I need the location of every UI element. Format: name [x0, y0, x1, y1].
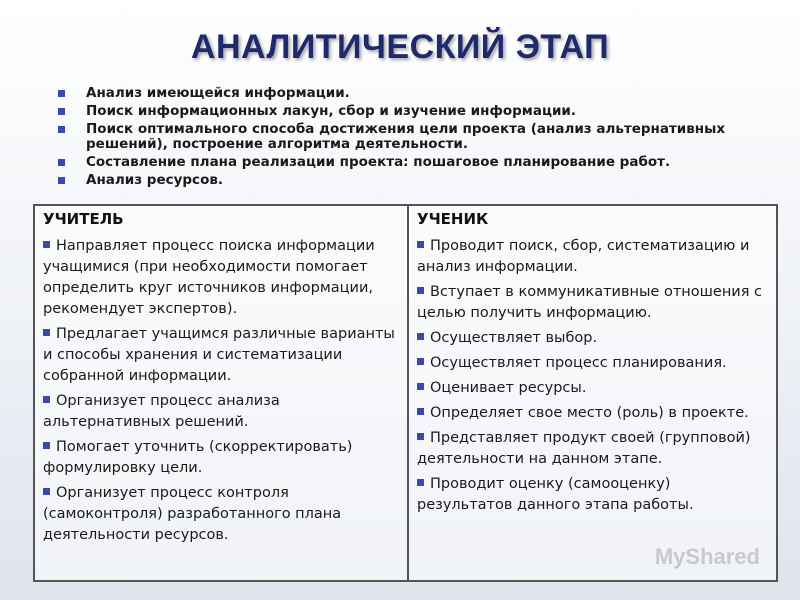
bullet-square-icon	[58, 108, 65, 115]
teacher-column	[35, 206, 409, 580]
teacher-item: Помогает уточнить (скорректировать) формулировку цели.	[43, 439, 353, 476]
student-item: Представляет продукт своей (групповой) деятельности на данном этапе.	[417, 430, 751, 467]
bullet-square-icon	[417, 433, 424, 440]
teacher-item: Предлагает учащимся различные варианты и способы хранения и систематизации собранной информации.	[43, 326, 395, 384]
page-title: АНАЛИТИЧЕСКИЙ ЭТАП	[190, 28, 610, 66]
bullet-square-icon	[58, 177, 65, 184]
bullet-item: Поиск информационных лакун, сбор и изучение информации.	[58, 104, 768, 119]
student-header: УЧЕНИК	[417, 210, 489, 228]
bullet-item: Поиск оптимального способа достижения цели проекта (анализ альтернативных решений), построение алгоритма деятельности.	[58, 122, 768, 152]
student-item: Оценивает ресурсы.	[417, 378, 768, 399]
bullet-item: Составление плана реализации проекта: пошаговое планирование работ.	[58, 155, 768, 170]
bullet-square-icon	[417, 333, 424, 340]
teacher-header: УЧИТЕЛЬ	[43, 210, 124, 228]
student-item: Проводит поиск, сбор, систематизацию и анализ информации.	[417, 238, 750, 275]
bullet-item: Анализ ресурсов.	[58, 173, 768, 188]
bullet-square-icon	[43, 488, 50, 495]
student-item: Осуществляет процесс планирования.	[417, 353, 768, 374]
student-item: Вступает в коммуникативные отношения с целью получить информацию.	[417, 284, 763, 321]
bullet-square-icon	[43, 241, 50, 248]
bullet-square-icon	[58, 126, 65, 133]
bullet-square-icon	[417, 479, 424, 486]
bullet-square-icon	[417, 287, 424, 294]
student-column	[409, 206, 776, 580]
bullet-square-icon	[43, 329, 50, 336]
bullet-square-icon	[43, 442, 50, 449]
teacher-item: Организует процесс анализа альтернативных решений.	[43, 393, 280, 430]
student-item: Проводит оценку (самооценку) результатов данного этапа работы.	[417, 476, 694, 513]
teacher-item: Направляет процесс поиска информации учащимися (при необходимости помогает определить круг источников информации, рекомендует экспертов).	[43, 238, 375, 317]
bullet-item: Анализ имеющейся информации.	[58, 86, 768, 101]
teacher-item: Организует процесс контроля (самоконтроля) разработанного плана деятельности ресурсов.	[43, 485, 342, 543]
bullet-square-icon	[417, 241, 424, 248]
bullet-square-icon	[58, 90, 65, 97]
bullet-square-icon	[58, 159, 65, 166]
bullet-square-icon	[417, 358, 424, 365]
watermark: MyShared	[654, 544, 760, 569]
student-item: Определяет свое место (роль) в проекте.	[417, 403, 768, 424]
student-item: Осуществляет выбор.	[417, 328, 768, 349]
bullet-square-icon	[417, 383, 424, 390]
bullet-list	[58, 86, 768, 191]
bullet-square-icon	[43, 396, 50, 403]
bullet-square-icon	[417, 408, 424, 415]
roles-table	[33, 204, 778, 582]
